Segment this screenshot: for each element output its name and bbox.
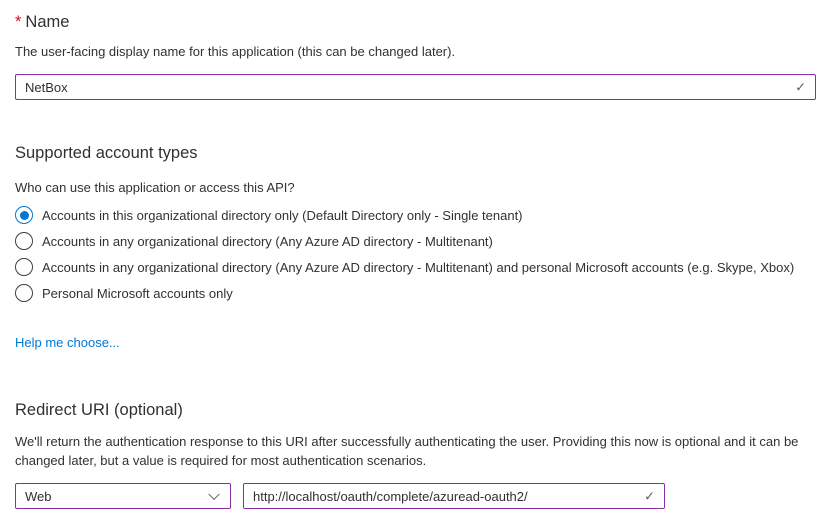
- platform-select-value: Web: [25, 488, 52, 504]
- checkmark-icon: ✓: [795, 79, 806, 95]
- redirect-uri-input-container: [243, 483, 665, 509]
- name-field-description: The user-facing display name for this application (this can be changed later).: [15, 44, 456, 59]
- checkmark-icon: ✓: [644, 488, 655, 504]
- account-types-question: Who can use this application or access this API?: [15, 180, 295, 195]
- name-input[interactable]: [16, 75, 815, 99]
- required-asterisk: *: [15, 13, 22, 31]
- name-input-container: [15, 74, 816, 100]
- radio-selected-icon: [15, 206, 33, 224]
- radio-option-multitenant-personal[interactable]: [15, 258, 816, 276]
- chevron-down-icon: [208, 489, 219, 500]
- radio-label: Accounts in any organizational directory (Any Azure AD directory - Multitenant) and personal Microsoft accounts (e.g. Skype, Xbox): [42, 259, 795, 275]
- radio-label: Accounts in any organizational directory (Any Azure AD directory - Multitenant): [42, 233, 493, 249]
- supported-account-types-heading: Supported account types: [15, 144, 198, 162]
- radio-unselected-icon: [15, 284, 33, 302]
- redirect-uri-heading: Redirect URI (optional): [15, 401, 183, 419]
- redirect-uri-input[interactable]: [244, 484, 664, 508]
- radio-label: Personal Microsoft accounts only: [42, 285, 233, 301]
- redirect-uri-description: We'll return the authentication response to this URI after successfully authenticating the user. Providing this now is optional and it can be changed later, but a value is required for most authentication scenarios.: [15, 434, 799, 468]
- name-label-text: Name: [25, 13, 70, 31]
- help-me-choose-link[interactable]: Help me choose...: [15, 335, 120, 350]
- redirect-uri-controls: [15, 483, 816, 509]
- radio-option-single-tenant[interactable]: [15, 206, 816, 224]
- name-field-label: [15, 12, 816, 33]
- account-types-radio-group: [15, 206, 816, 302]
- radio-unselected-icon: [15, 232, 33, 250]
- radio-label: Accounts in this organizational directory only (Default Directory only - Single tenant): [42, 207, 523, 223]
- radio-unselected-icon: [15, 258, 33, 276]
- radio-option-multitenant[interactable]: [15, 232, 816, 250]
- radio-option-personal-only[interactable]: [15, 284, 816, 302]
- platform-select[interactable]: [15, 483, 231, 509]
